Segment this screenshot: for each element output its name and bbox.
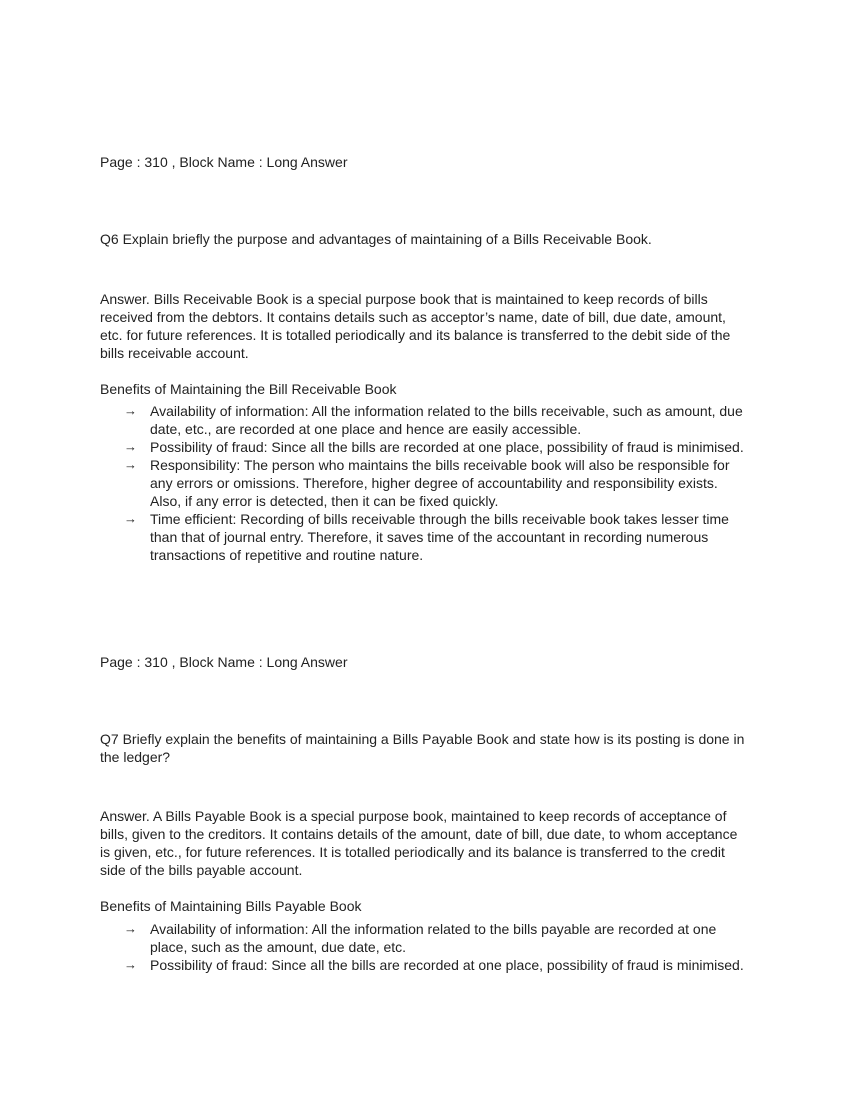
list-item: → Time efficient: Recording of bills receivable through the bills receivable book takes lesser time than that of journal entry. Therefore, it saves time of the accountant in recording numerous transactions of repetitive and routine nature. [124, 511, 729, 563]
benefits-list [100, 920, 750, 974]
block-header: Page : 310 , Block Name : Long Answer [100, 654, 348, 670]
benefits-title: Benefits of Maintaining the Bill Receivable Book [100, 381, 397, 397]
right-arrow-icon: → [124, 511, 137, 526]
benefits-title: Benefits of Maintaining Bills Payable Book [100, 898, 362, 914]
list-item: → Availability of information: All the information related to the bills payable are recorded at one place, such as the amount, due date, etc. [124, 921, 717, 955]
right-arrow-icon: → [124, 403, 137, 418]
right-arrow-icon: → [124, 439, 137, 454]
question-q7: Q7 Briefly explain the benefits of maintaining a Bills Payable Book and state how is its posting is done in the ledger? [100, 731, 745, 765]
right-arrow-icon: → [124, 921, 137, 936]
list-item: → Availability of information: All the information related to the bills receivable, such as amount, due date, etc., are recorded at one place and hence are easily accessible. [124, 403, 743, 437]
right-arrow-icon: → [124, 957, 137, 972]
right-arrow-icon: → [124, 457, 137, 472]
answer-q6: Answer. Bills Receivable Book is a special purpose book that is maintained to keep records of bills received from the debtors. It contains details such as acceptor’s name, date of bill, due date, amount, etc. for future references. It is totalled periodically and its balance is transferred to the debit side of the bills receivable account. [100, 291, 731, 361]
benefits-list [100, 402, 750, 564]
answer-q7: Answer. A Bills Payable Book is a special purpose book, maintained to keep records of acceptance of bills, given to the creditors. It contains details of the amount, date of bill, due date, to whom acceptance is given, etc., for future references. It is totalled periodically and its balance is transferred to the credit side of the bills payable account. [100, 808, 738, 878]
list-item: → Possibility of fraud: Since all the bills are recorded at one place, possibility of fraud is minimised. [124, 957, 744, 973]
question-q6: Q6 Explain briefly the purpose and advantages of maintaining of a Bills Receivable Book. [100, 231, 652, 247]
list-item: → Possibility of fraud: Since all the bills are recorded at one place, possibility of fraud is minimised. [124, 439, 744, 455]
list-item: → Responsibility: The person who maintains the bills receivable book will also be responsible for any errors or omissions. Therefore, higher degree of accountability and responsibility exists. Also, if any error is detected, then it can be fixed quickly. [124, 457, 730, 509]
block-header: Page : 310 , Block Name : Long Answer [100, 154, 348, 170]
